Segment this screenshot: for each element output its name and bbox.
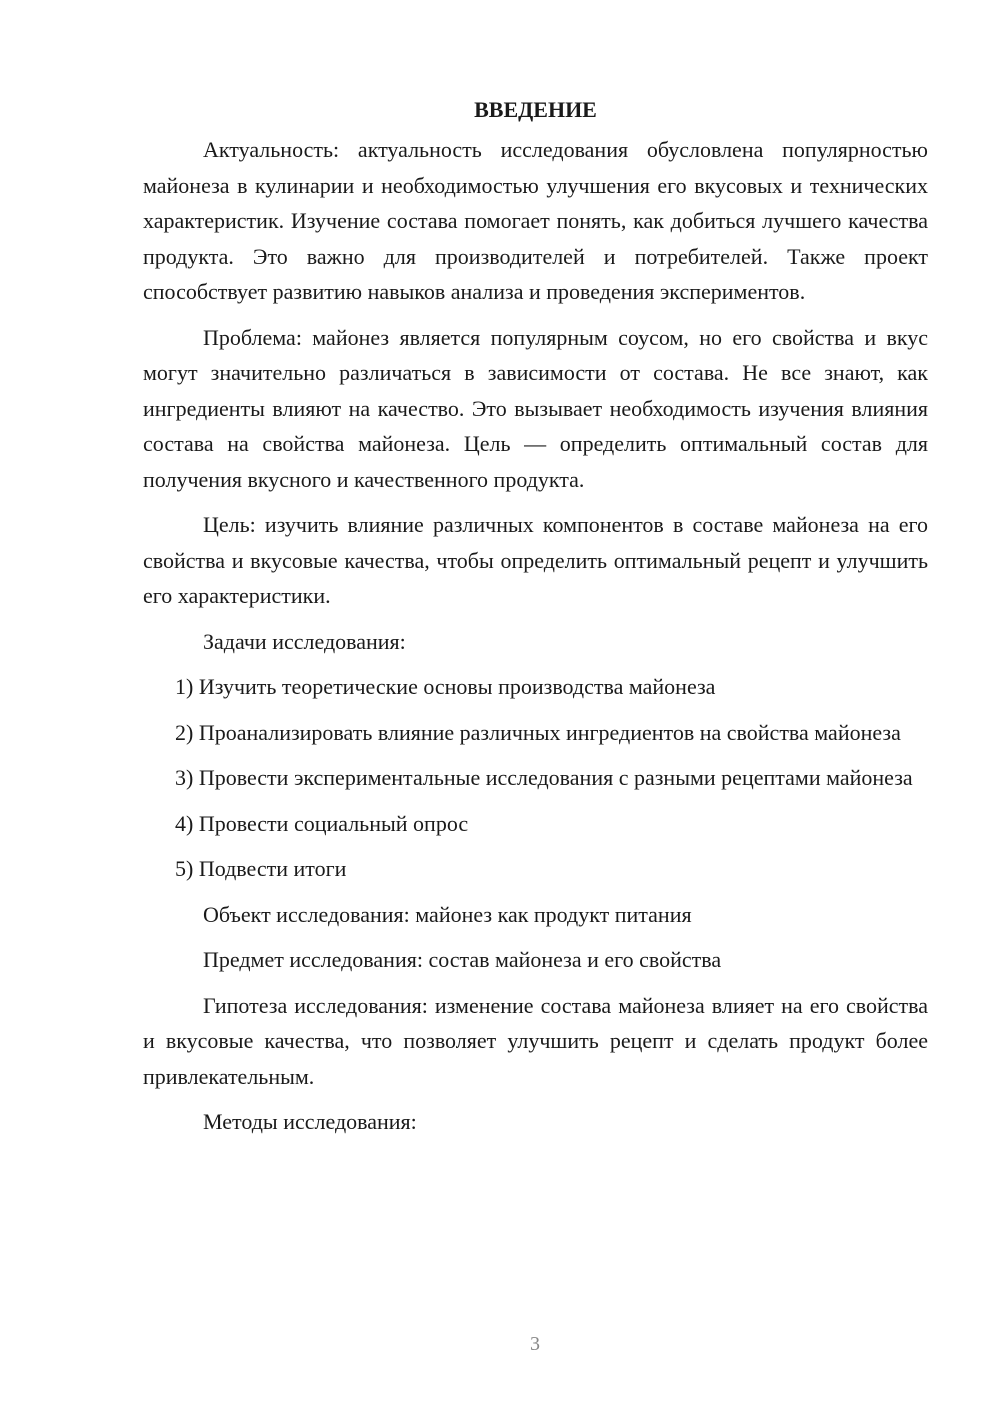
goal-paragraph: Цель: изучить влияние различных компонентов в составе майонеза на его свойства и вкусовые качества, чтобы определить оптимальный рецепт и улучшить его характеристики. <box>143 512 928 608</box>
tasks-heading: Задачи исследования: <box>203 628 406 654</box>
page-number: 3 <box>530 1333 540 1355</box>
research-object: Объект исследования: майонез как продукт питания <box>203 901 692 927</box>
research-methods: Методы исследования: <box>203 1109 417 1134</box>
relevance-paragraph: Актуальность: актуальность исследования обусловлена популярностью майонеза в кулинарии и необходимостью улучшения его вкусовых и технических характеристик. Изучение состава помогает понять, как добиться лучшего качества продукта. Это важно для производителей и потребителей. Также проект способствует развитию навыков анализа и проведения экспериментов. <box>143 137 928 304</box>
task-item: 4) Провести социальный опрос <box>175 810 469 836</box>
research-subject: Предмет исследования: состав майонеза и его свойства <box>203 947 722 972</box>
problem-paragraph: Проблема: майонез является популярным соусом, но его свойства и вкус могут значительно различаться в зависимости от состава. Не все знают, как ингредиенты влияют на качество. Это вызывает необходимость изучения влияния состава на свойства майонеза. Цель — определить оптимальный состав для получения вкусного и качественного продукта. <box>143 324 928 492</box>
research-hypothesis: Гипотеза исследования: изменение состава майонеза влияет на его свойства и вкусовые качества, что позволяет улучшить рецепт и сделать продукт более привлекательным. <box>143 992 928 1089</box>
document-page <box>143 92 928 1150</box>
task-item: 3) Провести экспериментальные исследования с разными рецептами майонеза <box>175 765 913 790</box>
task-item: 2) Проанализировать влияние различных ингредиентов на свойства майонеза <box>175 719 901 745</box>
section-heading: ВВЕДЕНИЕ <box>474 97 597 122</box>
task-item: 1) Изучить теоретические основы производства майонеза <box>175 674 716 699</box>
task-item: 5) Подвести итоги <box>175 856 347 881</box>
